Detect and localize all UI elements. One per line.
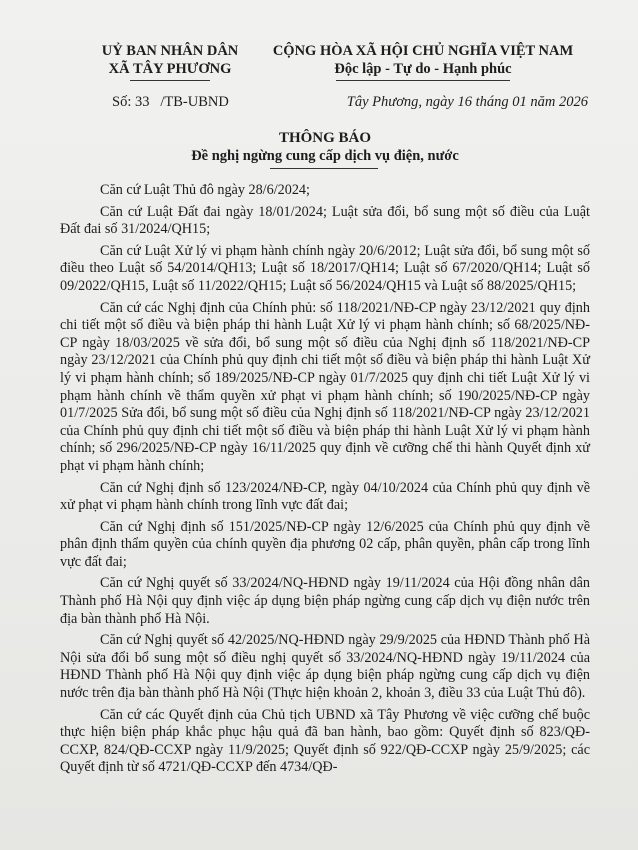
paragraph: Căn cứ các Quyết định của Chủ tịch UBND xã Tây Phương về việc cưỡng chế buộc thực hiện biện pháp khắc phục hậu quả đã ban hành, bao gồm: Quyết định số 823/QĐ-CCXP, 824/QĐ-CCXP ngày 11/9/2025; Quyết định số 922/QĐ-CCXP ngày 25/9/2025; các Quyết định từ số 4721/QĐ-CCXP đến 4734/QĐ- (60, 706, 590, 776)
document-subtitle: Đề nghị ngừng cung cấp dịch vụ điện, nước (191, 148, 459, 164)
paragraph: Căn cứ các Nghị định của Chính phủ: số 118/2021/NĐ-CP ngày 23/12/2021 quy định chi tiết một số điều và biện pháp thi hành Luật Xử lý vi phạm hành chính; số 68/2025/NĐ-CP ngày 18/03/2025 về sửa đổi, bổ sung một số điều của Nghị định số 118/2021/NĐ-CP ngày 23/12/2021 của Chính phủ quy định chi tiết một số điều và biện pháp thi hành Luật Xử lý vi phạm hành chính; số 189/2025/NĐ-CP ngày 01/7/2025 quy định chi tiết Luật Xử lý vi phạm hành chính về thẩm quyền xử phạt vi phạm hành chính; số 190/2025/NĐ-CP ngày 01/7/2025 Sửa đổi, bổ sung một số điều của Nghị định số 118/2021/NĐ-CP ngày 23/12/2021 của Chính phủ quy định chi tiết một số điều và biện pháp thi hành Luật Xử lý vi phạm hành chính; số 296/2025/NĐ-CP ngày 16/11/2025 quy định về cưỡng chế thi hành Quyết định xử phạt vi phạm hành chính; (60, 299, 590, 474)
paragraph: Căn cứ Nghị định số 123/2024/NĐ-CP, ngày 04/10/2024 của Chính phủ quy định về xử phạt vi phạm hành chính trong lĩnh vực đất đai; (60, 479, 590, 514)
nation-line-1: CỘNG HÒA XÃ HỘI CHỦ NGHĨA VIỆT NAM (272, 43, 574, 59)
national-header (258, 42, 588, 78)
title-underline (270, 168, 378, 169)
paragraph: Căn cứ Nghị quyết số 42/2025/NQ-HĐND ngày 29/9/2025 của HĐND Thành phố Hà Nội sửa đổi bổ sung một số điều nghị quyết số 33/2024/NQ-HĐND ngày 19/11/2024 của HĐND Thành phố Hà Nội quy định việc áp dụng biện pháp ngừng cung cấp dịch vụ điện nước trên địa bàn thành phố Hà Nội (Thực hiện khoản 2, khoản 3, điều 33 của Luật Thủ đô). (60, 632, 590, 702)
document-number: Số: 33 /TB-UBND (112, 94, 229, 110)
org-line-1: UỶ BAN NHÂN DÂN (101, 43, 239, 59)
paragraph: Căn cứ Luật Thủ đô ngày 28/6/2024; (100, 182, 310, 198)
issuing-organization (92, 42, 248, 78)
paragraph: Căn cứ Luật Xử lý vi phạm hành chính ngày 20/6/2012; Luật sửa đổi, bổ sung một số điều theo Luật số 54/2014/QH13; Luật số 18/2017/QH14; Luật số 67/2020/QH14; Luật số 09/2022/QH15, Luật số 11/2022/QH15; Luật số 56/2024/QH15 và Luật số 88/2025/QH15; (60, 242, 590, 294)
document-title: THÔNG BÁO (278, 130, 372, 146)
nation-line-2: Độc lập - Tự do - Hạnh phúc (334, 61, 512, 77)
place-and-date: Tây Phương, ngày 16 tháng 01 năm 2026 (346, 94, 588, 110)
document-body (60, 182, 590, 781)
motto-underline (336, 80, 510, 81)
org-underline (130, 80, 210, 81)
org-line-2: XÃ TÂY PHƯƠNG (108, 61, 232, 77)
paragraph: Căn cứ Nghị quyết số 33/2024/NQ-HĐND ngày 19/11/2024 của Hội đồng nhân dân Thành phố Hà Nội quy định việc áp dụng biện pháp ngừng cung cấp dịch vụ điện nước trên địa bàn thành phố Hà Nội. (60, 575, 590, 627)
paragraph: Căn cứ Nghị định số 151/2025/NĐ-CP ngày 12/6/2025 của Chính phủ quy định về phân định thẩm quyền của chính quyền địa phương 02 cấp, phân quyền, phân cấp trong lĩnh vực đất đai; (60, 518, 590, 570)
paragraph: Căn cứ Luật Đất đai ngày 18/01/2024; Luật sửa đổi, bổ sung một số điều của Luật Đất đai số 31/2024/QH15; (60, 203, 590, 238)
